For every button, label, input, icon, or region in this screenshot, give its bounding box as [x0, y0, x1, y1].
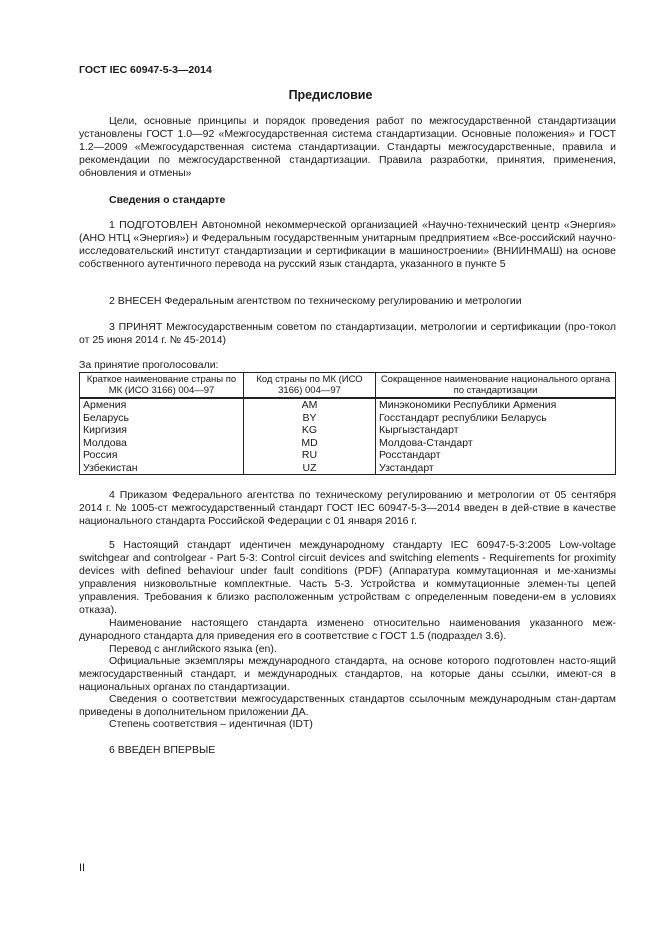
organization-cell: Узстандарт — [376, 462, 616, 475]
code-cell: AM — [244, 398, 376, 412]
organization-cell: Росстандарт — [376, 449, 616, 462]
item-5-translation-paragraph: Перевод с английского языка (en). — [109, 643, 277, 655]
item-3-paragraph: 3 ПРИНЯТ Межгосударственным советом по стандартизации, метрологии и сертификации (про-токол от 25 июня 2014 г. № 45-2014) — [79, 321, 616, 346]
item-5-references-paragraph: Сведения о соответствии межгосударственных стандартов ссылочным международным стан-дартам приведены в дополнительном приложении ДА. — [79, 693, 616, 718]
page-number: II — [79, 862, 86, 874]
item-6-paragraph: 6 ВВЕДЕН ВПЕРВЫЕ — [109, 744, 216, 756]
intro-paragraph: Цели, основные принципы и порядок проведения работ по межгосударственной стандартизации установлены ГОСТ 1.0—92 «Межгосударственная система стандартизации. Основные положения» и ГОСТ 1.2—2009 «Межгосударственная система стандартизации. Стандарты межгосударственные, правила и рекомендации по межгосударственной стандартизации. Правила разработки, принятия, применения, обновления и отмены» — [79, 115, 616, 179]
item-1-paragraph: 1 ПОДГОТОВЛЕН Автономной некоммерческой организацией «Научно-технический центр «Энергия» (АНО НТЦ «Энергия») и Федеральным государственным унитарным предприятием «Все-российский научно-исследовательский институт стандартизации и сертификации в машиностроении» (ВНИИНМАШ) на основе собственного аутентичного перевода на русский язык стандарта, указанного в пункте 5 — [79, 219, 616, 270]
item-2-paragraph: 2 ВНЕСЕН Федеральным агентством по техническому регулированию и метрологии — [109, 295, 522, 307]
code-cell: MD — [244, 437, 376, 450]
country-cell: Молдова — [80, 437, 244, 450]
table-row — [80, 437, 616, 450]
page-title: Предисловие — [288, 88, 373, 102]
item-4-paragraph: 4 Приказом Федерального агентства по техническому регулированию и метрологии от 05 сентября 2014 г. № 1005-ст межгосударственный стандарт ГОСТ IEC 60947-5-3—2014 введен в дей-ствие в качестве национального стандарта Российской Федерации с 01 января 2016 г. — [79, 489, 616, 527]
table-row — [80, 424, 616, 437]
code-cell: RU — [244, 449, 376, 462]
section-title: Сведения о стандарте — [109, 194, 226, 206]
code-cell: BY — [244, 412, 376, 425]
organization-cell: Госстандарт республики Беларусь — [376, 412, 616, 425]
column-header-code: Код страны по МК (ИСО 3166) 004—97 — [244, 373, 376, 399]
table-row — [80, 398, 616, 412]
item-5-official-copies-paragraph: Официальные экземпляры международного стандарта, на основе которого подготовлен насто-ящий межгосударственный стандарт, и международных стандартов, на которые даны ссылки, имеют-ся в национальных органах по стандартизации. — [79, 655, 616, 693]
column-header-country: Краткое наименование страны по МК (ИСО 3166) 004—97 — [80, 373, 244, 399]
table-caption: За принятие проголосовали: — [79, 359, 219, 371]
country-cell: Киргизия — [80, 424, 244, 437]
table-row — [80, 449, 616, 462]
country-cell: Армения — [80, 398, 244, 412]
organization-cell: Кыргызстандарт — [376, 424, 616, 437]
code-cell: UZ — [244, 462, 376, 475]
country-cell: Беларусь — [80, 412, 244, 425]
code-cell: KG — [244, 424, 376, 437]
document-header: ГОСТ IEC 60947-5-3—2014 — [79, 64, 212, 76]
voting-table — [79, 372, 616, 475]
organization-cell: Молдова-Стандарт — [376, 437, 616, 450]
country-cell: Россия — [80, 449, 244, 462]
table-row — [80, 412, 616, 425]
country-cell: Узбекистан — [80, 462, 244, 475]
table-row — [80, 462, 616, 475]
column-header-organization: Сокращенное наименование национального органа по стандартизации — [376, 373, 616, 399]
item-5-paragraph: 5 Настоящий стандарт идентичен международному стандарту IEC 60947-5-3:2005 Low-voltage switchgear and controlgear - Part 5-3: Control circuit devices and switching elements - Requirements for proximity devices with defined behaviour under fault conditions (PDF) (Аппаратура коммутационная и ме-ханизмы управления низковольтные комплектные. Часть 5-3. Устройства и коммутационные элемен-ты цепей управления. Требования к близко расположенным устройствам с определенным поведени-ем в условиях отказа). — [79, 539, 616, 616]
organization-cell: Минэкономики Республики Армения — [376, 398, 616, 412]
table-header-row — [80, 373, 616, 399]
item-5-rename-paragraph: Наименование настоящего стандарта изменено относительно наименования указанного меж-дународного стандарта для приведения его в соответствие с ГОСТ 1.5 (подраздел 3.6). — [79, 617, 616, 642]
item-5-conformity-paragraph: Степень соответствия – идентичная (IDT) — [109, 718, 313, 730]
